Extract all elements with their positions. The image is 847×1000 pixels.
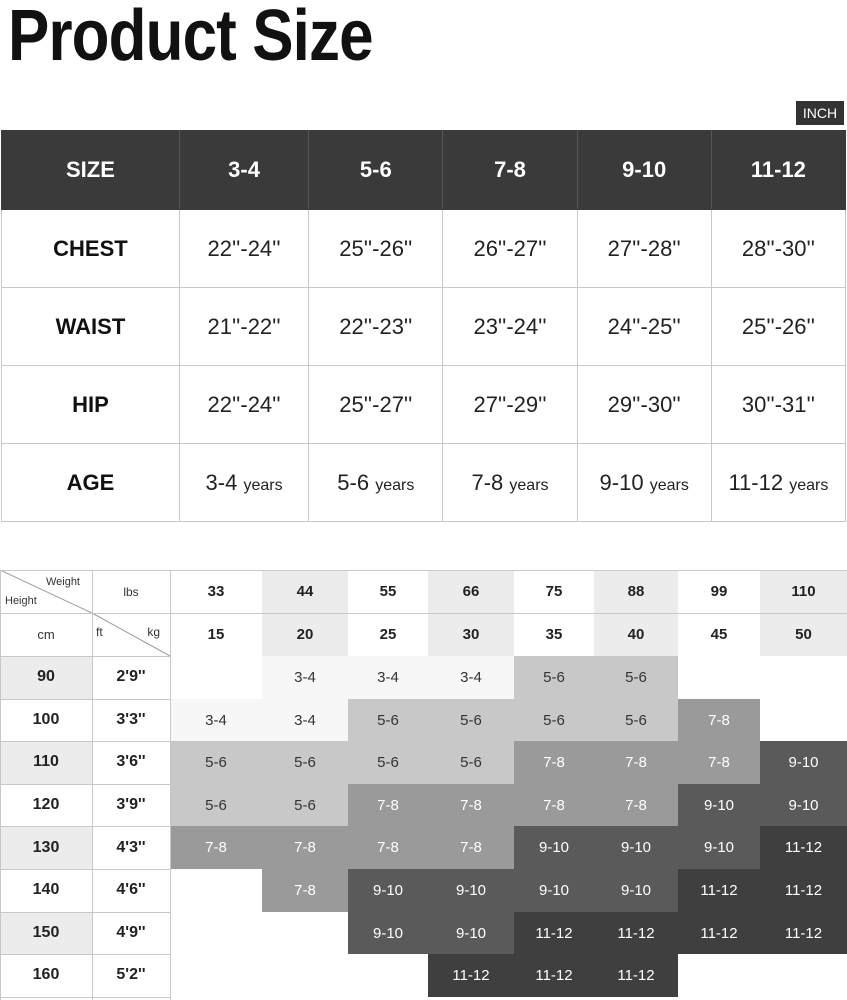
size-header-row — [2, 131, 846, 210]
lbs-value: 44 — [262, 570, 348, 613]
size-cell: 11-12 — [760, 826, 847, 869]
lbs-value: 55 — [348, 570, 428, 613]
size-cell: 9-10 — [760, 741, 847, 784]
age-value: 3-4 — [205, 469, 238, 495]
size-cell — [170, 656, 262, 699]
size-cell: 7-8 — [262, 869, 348, 912]
size-cell — [678, 656, 760, 699]
table-cell: 22''-24'' — [179, 366, 308, 444]
size-cell: 5-6 — [348, 699, 428, 742]
height-ft: 2'9'' — [92, 656, 170, 699]
table-row — [2, 288, 846, 366]
size-cell: 9-10 — [678, 784, 760, 827]
size-cell: 9-10 — [678, 826, 760, 869]
table-cell — [577, 444, 711, 522]
size-cell — [760, 656, 847, 699]
age-unit: years — [375, 476, 415, 494]
grid-line — [0, 656, 170, 657]
table-cell: 22''-24'' — [179, 210, 308, 288]
lbs-value: 99 — [678, 570, 760, 613]
height-ft: 4'9'' — [92, 912, 170, 955]
size-cell: 11-12 — [594, 912, 678, 955]
size-cell: 7-8 — [678, 699, 760, 742]
table-cell — [309, 444, 443, 522]
size-col-header: 11-12 — [711, 131, 845, 210]
height-cm: 140 — [0, 869, 92, 912]
size-cell: 3-4 — [170, 699, 262, 742]
size-cell: 5-6 — [170, 784, 262, 827]
table-cell: 26''-27'' — [443, 210, 577, 288]
table-row — [2, 210, 846, 288]
table-cell: 30''-31'' — [711, 366, 845, 444]
size-cell: 11-12 — [514, 954, 594, 997]
height-cm: 100 — [0, 699, 92, 742]
size-cell: 11-12 — [678, 869, 760, 912]
height-ft: 4'3'' — [92, 826, 170, 869]
size-cell — [348, 954, 428, 997]
size-cell: 7-8 — [514, 784, 594, 827]
size-cell: 11-12 — [514, 912, 594, 955]
size-cell: 5-6 — [428, 741, 514, 784]
grid-line — [0, 912, 170, 913]
size-cell: 5-6 — [348, 741, 428, 784]
table-cell — [443, 444, 577, 522]
size-cell: 9-10 — [594, 826, 678, 869]
age-value: 11-12 — [728, 469, 784, 495]
row-label-waist: WAIST — [2, 288, 180, 366]
size-cell: 11-12 — [428, 954, 514, 997]
height-cm: 150 — [0, 912, 92, 955]
size-cell: 7-8 — [348, 826, 428, 869]
size-cell: 3-4 — [262, 699, 348, 742]
size-cell: 3-4 — [348, 656, 428, 699]
size-cell — [170, 869, 262, 912]
age-value: 7-8 — [471, 469, 504, 495]
table-cell: 24''-25'' — [577, 288, 711, 366]
lbs-value: 110 — [760, 570, 847, 613]
grid-line — [0, 784, 170, 785]
size-cell: 7-8 — [514, 741, 594, 784]
table-cell: 25''-27'' — [309, 366, 443, 444]
height-cm: 90 — [0, 656, 92, 699]
table-cell: 27''-29'' — [443, 366, 577, 444]
cm-label: cm — [37, 627, 55, 642]
size-cell: 9-10 — [760, 784, 847, 827]
size-cell: 5-6 — [594, 656, 678, 699]
size-cell — [262, 954, 348, 997]
table-cell — [179, 444, 308, 522]
kg-value: 15 — [170, 613, 262, 656]
corner-weight-label: Weight — [45, 576, 80, 588]
size-cell: 7-8 — [594, 784, 678, 827]
size-cell: 7-8 — [170, 826, 262, 869]
size-cell: 5-6 — [262, 784, 348, 827]
size-cell: 11-12 — [678, 912, 760, 955]
size-cell: 9-10 — [348, 869, 428, 912]
size-cell — [170, 954, 262, 997]
table-cell: 21''-22'' — [179, 288, 308, 366]
size-cell: 9-10 — [348, 912, 428, 955]
height-ft: 3'9'' — [92, 784, 170, 827]
grid-line — [0, 570, 1, 1000]
size-col-header: 9-10 — [577, 131, 711, 210]
row-label-hip: HIP — [2, 366, 180, 444]
size-cell: 7-8 — [262, 826, 348, 869]
kg-value: 50 — [760, 613, 847, 656]
size-cell: 3-4 — [262, 656, 348, 699]
grid-line — [0, 826, 170, 827]
grid-line — [0, 954, 170, 955]
table-cell: 28''-30'' — [711, 210, 845, 288]
height-ft: 4'6'' — [92, 869, 170, 912]
row-label-age: AGE — [2, 444, 180, 522]
grid-line — [170, 570, 171, 1000]
grid-line — [0, 570, 847, 571]
lbs-value: 33 — [170, 570, 262, 613]
size-cell: 5-6 — [428, 699, 514, 742]
size-cell: 7-8 — [428, 826, 514, 869]
size-cell: 11-12 — [760, 869, 847, 912]
size-cell: 7-8 — [348, 784, 428, 827]
height-ft: 3'6'' — [92, 741, 170, 784]
corner-height-label: Height — [5, 595, 37, 607]
table-cell — [711, 444, 845, 522]
lbs-label: lbs — [123, 584, 139, 599]
size-cell: 5-6 — [594, 699, 678, 742]
size-cell: 9-10 — [428, 912, 514, 955]
age-value: 5-6 — [337, 469, 370, 495]
weight-height-chart — [0, 570, 847, 1000]
size-table — [1, 130, 846, 522]
height-ft: 5'2'' — [92, 954, 170, 997]
lbs-value: 75 — [514, 570, 594, 613]
table-cell: 25''-26'' — [711, 288, 845, 366]
size-cell: 5-6 — [170, 741, 262, 784]
table-cell: 23''-24'' — [443, 288, 577, 366]
kg-value: 45 — [678, 613, 760, 656]
age-unit: years — [649, 476, 689, 494]
size-col-header: 3-4 — [179, 131, 308, 210]
size-cell: 5-6 — [514, 656, 594, 699]
page-title: Product Size — [8, 0, 373, 76]
table-row — [2, 366, 846, 444]
size-cell: 9-10 — [594, 869, 678, 912]
kg-value: 20 — [262, 613, 348, 656]
height-cm: 130 — [0, 826, 92, 869]
row-label-chest: CHEST — [2, 210, 180, 288]
kg-label: kg — [147, 625, 160, 639]
kg-value: 25 — [348, 613, 428, 656]
size-cell — [760, 699, 847, 742]
size-cell: 3-4 — [428, 656, 514, 699]
size-cell: 9-10 — [514, 826, 594, 869]
size-cell: 9-10 — [514, 869, 594, 912]
size-cell: 5-6 — [262, 741, 348, 784]
kg-value: 35 — [514, 613, 594, 656]
size-cell: 5-6 — [514, 699, 594, 742]
size-cell: 9-10 — [428, 869, 514, 912]
size-col-header: 7-8 — [443, 131, 577, 210]
grid-line — [0, 699, 170, 700]
size-cell: 7-8 — [428, 784, 514, 827]
age-value: 9-10 — [599, 469, 644, 495]
age-unit: years — [509, 476, 549, 494]
grid-line — [0, 869, 170, 870]
height-cm: 110 — [0, 741, 92, 784]
ft-kg-header — [92, 613, 170, 656]
grid-line — [0, 741, 170, 742]
table-cell: 27''-28'' — [577, 210, 711, 288]
size-cell — [760, 954, 847, 997]
grid-line — [92, 570, 93, 1000]
unit-badge: INCH — [796, 101, 844, 125]
size-cell — [170, 912, 262, 955]
size-cell: 11-12 — [760, 912, 847, 955]
height-cm: 160 — [0, 954, 92, 997]
corner-header — [0, 570, 92, 613]
size-cell: 7-8 — [594, 741, 678, 784]
age-unit: years — [243, 476, 283, 494]
table-cell: 29''-30'' — [577, 366, 711, 444]
size-cell — [678, 954, 760, 997]
kg-value: 40 — [594, 613, 678, 656]
grid-line — [0, 613, 847, 614]
table-row — [2, 444, 846, 522]
size-cell — [262, 912, 348, 955]
lbs-value: 88 — [594, 570, 678, 613]
height-ft: 3'3'' — [92, 699, 170, 742]
height-cm: 120 — [0, 784, 92, 827]
size-col-header: 5-6 — [309, 131, 443, 210]
size-cell: 7-8 — [678, 741, 760, 784]
size-cell: 11-12 — [594, 954, 678, 997]
size-header-label: SIZE — [2, 131, 180, 210]
grid-line — [0, 997, 170, 998]
table-cell: 22''-23'' — [309, 288, 443, 366]
ft-label: ft — [96, 625, 103, 639]
lbs-value: 66 — [428, 570, 514, 613]
kg-value: 30 — [428, 613, 514, 656]
table-cell: 25''-26'' — [309, 210, 443, 288]
age-unit: years — [789, 476, 829, 494]
